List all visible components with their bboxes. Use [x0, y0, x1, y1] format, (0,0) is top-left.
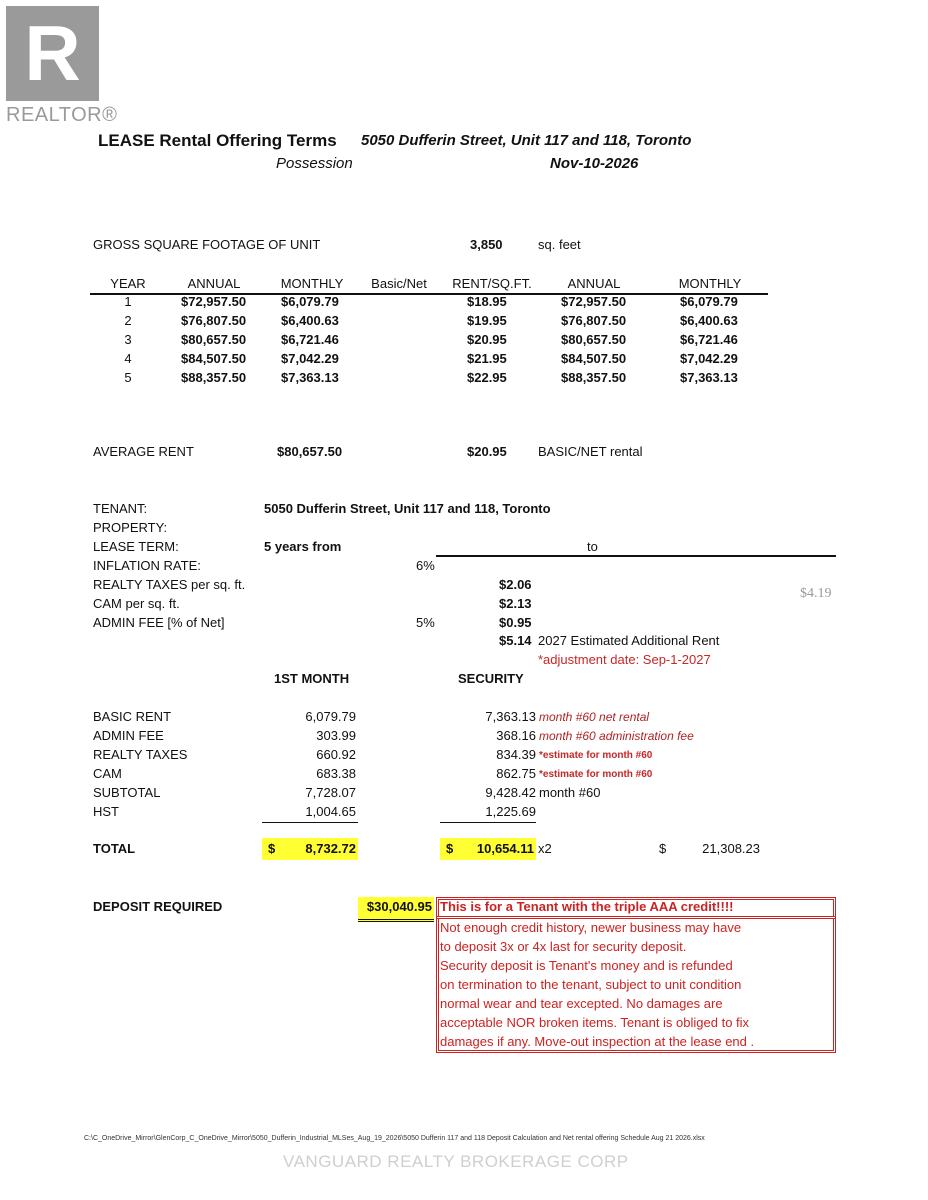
deposit-notes	[440, 918, 754, 1051]
breakdown-security: 1,225.69	[485, 804, 536, 819]
row-annual-2: $76,807.50	[561, 313, 627, 328]
header-annual: ANNUAL	[187, 276, 241, 291]
row-annual: $72,957.50	[181, 294, 247, 309]
breakdown-security: 834.39	[496, 747, 536, 762]
row-rate: $18.95	[467, 294, 507, 309]
admin-fee-label: ADMIN FEE [% of Net]	[93, 615, 225, 630]
realtor-wordmark: REALTOR®	[6, 104, 118, 126]
total-first-value: 8,732.72	[305, 841, 356, 856]
row-monthly-2: $7,042.29	[680, 351, 738, 366]
row-rate: $20.95	[467, 332, 507, 347]
cam-label: CAM per sq. ft.	[93, 596, 180, 611]
row-year: 1	[124, 294, 132, 309]
header-annual-2: ANNUAL	[567, 276, 621, 291]
total-security-dollar: $	[446, 841, 454, 856]
hst-rule-security	[440, 822, 536, 823]
tenant-value: 5050 Dufferin Street, Unit 117 and 118, Toronto	[264, 501, 551, 516]
row-annual: $84,507.50	[181, 351, 247, 366]
property-label: PROPERTY:	[93, 520, 168, 535]
row-monthly-2: $7,363.13	[680, 370, 738, 385]
realty-taxes-label: REALTY TAXES per sq. ft.	[93, 577, 246, 592]
breakdown-label: ADMIN FEE	[93, 728, 164, 743]
cam-value: $2.13	[499, 596, 532, 611]
breakdown-note: month #60 administration fee	[539, 729, 694, 743]
total-label: TOTAL	[93, 841, 136, 856]
row-annual-2: $72,957.50	[561, 294, 627, 309]
breakdown-label: BASIC RENT	[93, 709, 172, 724]
total-first-dollar: $	[268, 841, 276, 856]
breakdown-first: 660.92	[316, 747, 356, 762]
breakdown-note: month #60 net rental	[539, 710, 650, 724]
additional-rent-value: $5.14	[499, 633, 532, 648]
total-multiplier: x2	[538, 841, 552, 856]
breakdown-first: 683.38	[316, 766, 356, 781]
row-annual: $88,357.50	[181, 370, 247, 385]
side-total-value: $4.19	[800, 586, 832, 601]
deposit-value: $30,040.95	[366, 899, 432, 914]
realtor-logo-letter: R	[24, 9, 81, 97]
average-rent-note: BASIC/NET rental	[538, 444, 643, 459]
row-annual-2: $88,357.50	[561, 370, 627, 385]
admin-fee-value: $0.95	[499, 615, 532, 630]
file-path: C:\C_OneDrive_Mirror\GlenCorp_C_OneDrive_Mirror\5050_Dufferin_Industrial_MLSes_Aug_19_2026\5050 Dufferin 117 and 118 Deposit Calculation and Net rental offering Schedule Aug 21 2026.xlsx	[84, 1135, 705, 1142]
breakdown-first: 7,728.07	[305, 785, 356, 800]
row-annual-2: $80,657.50	[561, 332, 627, 347]
breakdown-label: REALTY TAXES	[93, 747, 188, 762]
deposit-headline: This is for a Tenant with the triple AAA credit!!!!	[440, 899, 734, 914]
lease-term-label: LEASE TERM:	[93, 539, 179, 554]
average-rent-annual: $80,657.50	[277, 444, 343, 459]
lease-term-to: to	[587, 539, 598, 554]
gross-sqft-unit: sq. feet	[538, 237, 581, 252]
tenant-label: TENANT:	[93, 501, 148, 516]
breakdown-note: *estimate for month #60	[539, 750, 653, 761]
breakdown-note: *estimate for month #60	[539, 769, 653, 780]
deposit-note-line: Not enough credit history, newer business may have	[440, 920, 742, 935]
header-year: YEAR	[110, 276, 146, 291]
average-rent-rate: $20.95	[467, 444, 507, 459]
admin-fee-pct: 5%	[416, 615, 435, 630]
average-rent-label: AVERAGE RENT	[93, 444, 194, 459]
additional-rent-note: 2027 Estimated Additional Rent	[538, 633, 720, 648]
row-annual: $76,807.50	[181, 313, 247, 328]
possession-label: Possession	[276, 155, 353, 172]
deposit-note-line: damages if any. Move-out inspection at the lease end .	[440, 1034, 755, 1049]
breakdown-security: 862.75	[496, 766, 536, 781]
breakdown-security: 7,363.13	[485, 709, 536, 724]
row-year: 2	[124, 313, 132, 328]
gross-sqft-value: 3,850	[470, 237, 503, 252]
row-monthly: $6,400.63	[281, 313, 339, 328]
breakdown-security: 368.16	[496, 728, 536, 743]
row-year: 4	[124, 351, 132, 366]
header-basic-net: Basic/Net	[371, 276, 427, 291]
deposit-note-line: normal wear and tear excepted. No damages are	[440, 996, 723, 1011]
brokerage-watermark: VANGUARD REALTY BROKERAGE CORP	[283, 1152, 629, 1171]
header-monthly-2: MONTHLY	[678, 276, 742, 291]
deposit-note-line: Security deposit is Tenant's money and is refunded	[440, 958, 733, 973]
breakdown-label: CAM	[93, 766, 122, 781]
hst-rule-first	[262, 822, 358, 823]
row-year: 3	[124, 332, 132, 347]
lease-term-rule	[436, 555, 836, 557]
row-monthly-2: $6,721.46	[680, 332, 738, 347]
lease-term-value: 5 years from	[264, 539, 342, 554]
first-month-header: 1ST MONTH	[274, 671, 350, 686]
deposit-note-line: on termination to the tenant, subject to unit condition	[440, 977, 742, 992]
breakdown-first: 1,004.65	[305, 804, 356, 819]
row-annual-2: $84,507.50	[561, 351, 627, 366]
gross-sqft-label: GROSS SQUARE FOOTAGE OF UNIT	[93, 237, 321, 252]
total-extra-dollar: $	[659, 841, 667, 856]
realty-taxes-value: $2.06	[499, 577, 532, 592]
inflation-label: INFLATION RATE:	[93, 558, 201, 573]
deposit-note-line: acceptable NOR broken items. Tenant is obliged to fix	[440, 1015, 750, 1030]
security-header: SECURITY	[458, 671, 524, 686]
total-extra-value: 21,308.23	[702, 841, 760, 856]
row-rate: $19.95	[467, 313, 507, 328]
row-monthly-2: $6,400.63	[680, 313, 738, 328]
breakdown-label: SUBTOTAL	[93, 785, 161, 800]
header-monthly: MONTHLY	[280, 276, 344, 291]
row-rate: $21.95	[467, 351, 507, 366]
breakdown-security: 9,428.42	[485, 785, 536, 800]
row-monthly: $6,079.79	[281, 294, 339, 309]
row-annual: $80,657.50	[181, 332, 247, 347]
row-monthly: $7,363.13	[281, 370, 339, 385]
page-title: LEASE Rental Offering Terms	[98, 131, 337, 150]
row-monthly: $7,042.29	[281, 351, 339, 366]
header-rent-sqft: RENT/SQ.FT.	[452, 276, 532, 291]
deposit-note-line: to deposit 3x or 4x last for security deposit.	[440, 939, 687, 954]
property-address: 5050 Dufferin Street, Unit 117 and 118, Toronto	[361, 132, 692, 149]
row-monthly: $6,721.46	[281, 332, 339, 347]
breakdown-first: 303.99	[316, 728, 356, 743]
row-rate: $22.95	[467, 370, 507, 385]
row-year: 5	[124, 370, 132, 385]
inflation-value: 6%	[416, 558, 435, 573]
possession-date: Nov-10-2026	[550, 155, 639, 172]
adjustment-date-note: *adjustment date: Sep-1-2027	[538, 652, 711, 667]
breakdown-label: HST	[93, 804, 119, 819]
deposit-label: DEPOSIT REQUIRED	[93, 899, 223, 914]
total-security-value: 10,654.11	[476, 841, 534, 856]
breakdown-first: 6,079.79	[305, 709, 356, 724]
row-monthly-2: $6,079.79	[680, 294, 738, 309]
breakdown-note: month #60	[539, 785, 601, 800]
